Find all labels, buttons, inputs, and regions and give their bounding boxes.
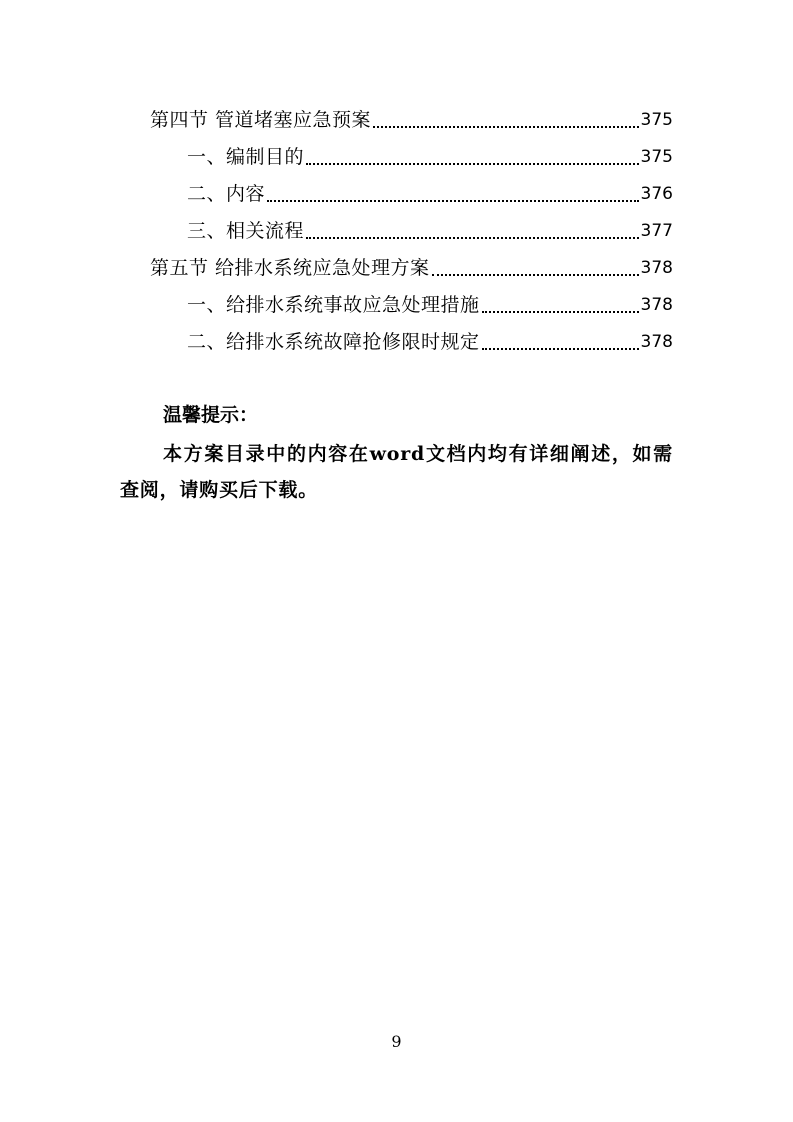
tip-paragraph: 本方案目录中的内容在word文档内均有详细阐述，如需查阅，请购买后下载。 [120, 443, 673, 501]
toc-leader-dots [267, 200, 639, 202]
toc-entry-page: 375 [640, 110, 673, 130]
toc-leader-dots [482, 348, 639, 350]
toc-entry-title: 二、内容 [187, 183, 266, 205]
toc-entry-title: 三、相关流程 [187, 220, 305, 242]
page-number: 9 [391, 1032, 402, 1051]
tip-heading: 温馨提示： [163, 404, 259, 426]
toc-leader-dots [306, 163, 639, 165]
toc-entry[interactable] [0, 324, 793, 354]
toc-entry[interactable] [0, 139, 793, 169]
toc-entry[interactable] [0, 213, 793, 243]
toc-entry[interactable] [0, 287, 793, 317]
toc-entry-title: 一、编制目的 [187, 146, 305, 168]
toc-entry-page: 378 [640, 332, 673, 352]
toc-leader-dots [432, 274, 639, 276]
toc-entry[interactable] [0, 250, 793, 280]
toc-entry-page: 375 [640, 147, 673, 167]
toc-entry-page: 376 [640, 184, 673, 204]
toc-entry[interactable] [0, 176, 793, 206]
toc-entry-page: 378 [640, 295, 673, 315]
toc-leader-dots [373, 126, 639, 128]
toc-entry-page: 378 [640, 258, 673, 278]
table-of-contents [0, 0, 793, 380]
toc-leader-dots [306, 237, 639, 239]
toc-entry-title: 一、给排水系统事故应急处理措施 [187, 294, 480, 316]
toc-entry[interactable] [0, 102, 793, 132]
toc-entry-title: 第四节 管道堵塞应急预案 [150, 109, 372, 131]
toc-leader-dots [482, 311, 639, 313]
toc-entry-title: 二、给排水系统故障抢修限时规定 [187, 331, 480, 353]
toc-entry-page: 377 [640, 221, 673, 241]
toc-entry-title: 第五节 给排水系统应急处理方案 [150, 257, 430, 279]
